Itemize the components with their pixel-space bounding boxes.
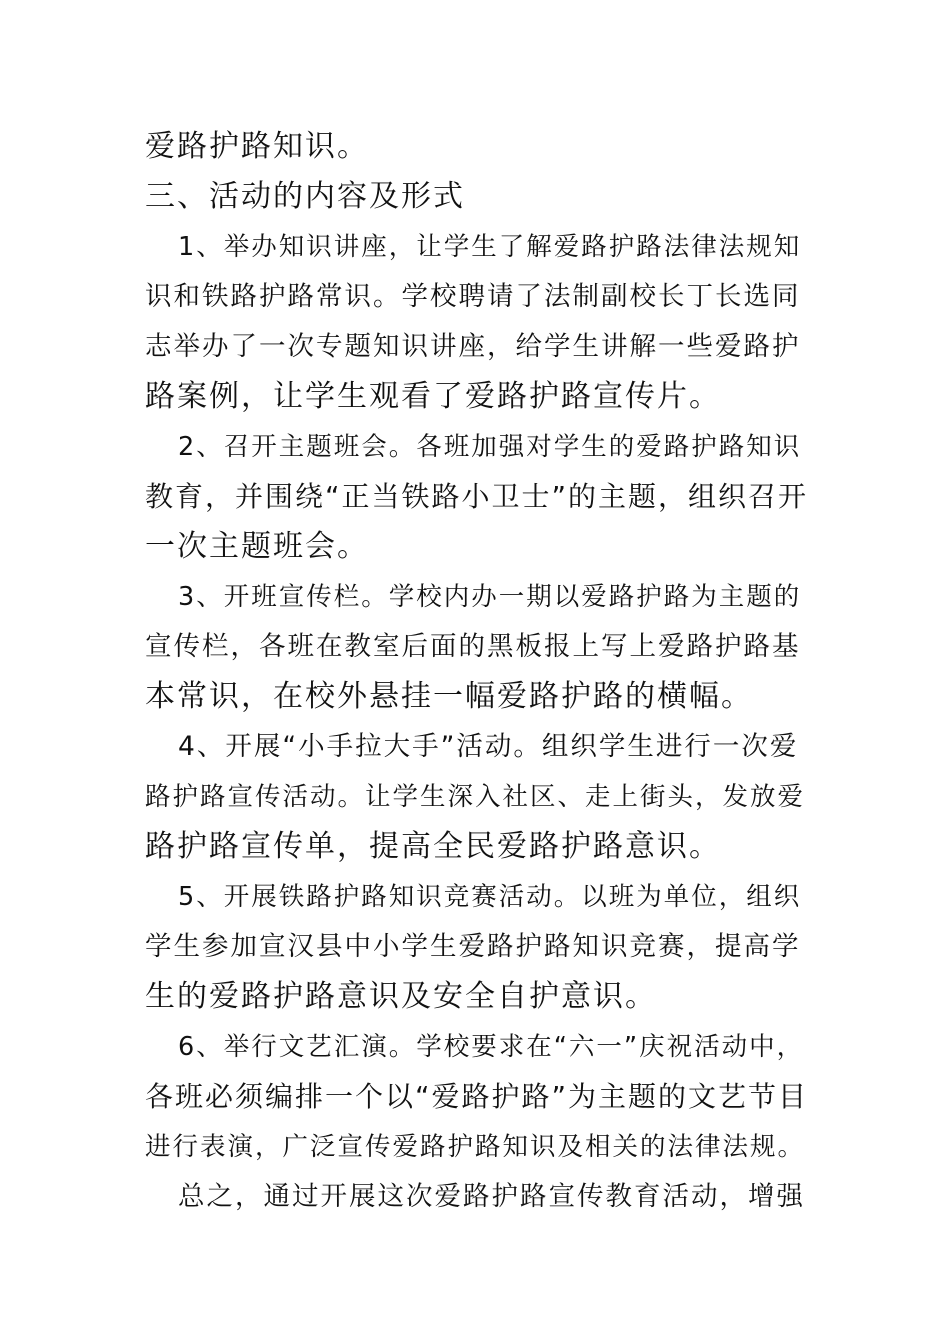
text-line-22: 总之，通过开展这次爱路护路宣传教育活动，增强 (178, 1181, 805, 1212)
text-line-1: 爱路护路知识。 (145, 129, 369, 164)
text-line-9: 一次主题班会。 (145, 529, 369, 564)
text-line-6: 路案例，让学生观看了爱路护路宣传片。 (145, 379, 721, 414)
text-line-4: 识和铁路护路常识。学校聘请了法制副校长丁长选同 (145, 281, 801, 312)
text-line-21: 进行表演，广泛宣传爱路护路知识及相关的法律法规。 (145, 1132, 806, 1162)
text-line-15: 路护路宣传单，提高全民爱路护路意识。 (145, 829, 721, 864)
text-line-10: 3、开班宣传栏。学校内办一期以爱路护路为主题的 (178, 582, 802, 612)
text-line-18: 生的爱路护路意识及安全自护意识。 (145, 979, 657, 1014)
text-line-11: 宣传栏，各班在教室后面的黑板报上写上爱路护路基 (145, 631, 801, 662)
text-line-7: 2、召开主题班会。各班加强对学生的爱路护路知识 (178, 432, 802, 462)
text-line-16: 5、开展铁路护路知识竞赛活动。以班为单位，组织 (178, 882, 802, 912)
text-line-3: 1、举办知识讲座，让学生了解爱路护路法律法规知 (178, 232, 802, 262)
text-line-13: 4、开展“小手拉大手”活动。组织学生进行一次爱 (178, 731, 799, 762)
text-line-5: 志举办了一次专题知识讲座，给学生讲解一些爱路护 (145, 331, 801, 362)
text-line-20: 各班必须编排一个以“爱路护路”为主题的文艺节目 (145, 1080, 809, 1113)
text-line-19: 6、举行文艺汇演。学校要求在“六一”庆祝活动中， (178, 1032, 805, 1062)
text-line-12: 本常识，在校外悬挂一幅爱路护路的横幅。 (145, 679, 753, 714)
text-line-8: 教育，并围绕“正当铁路小卫士”的主题，组织召开 (145, 480, 809, 513)
section-heading: 三、活动的内容及形式 (145, 179, 465, 214)
text-line-17: 学生参加宣汉县中小学生爱路护路知识竞赛，提高学 (145, 931, 801, 962)
text-line-14: 路护路宣传活动。让学生深入社区、走上街头，发放爱 (145, 782, 806, 812)
